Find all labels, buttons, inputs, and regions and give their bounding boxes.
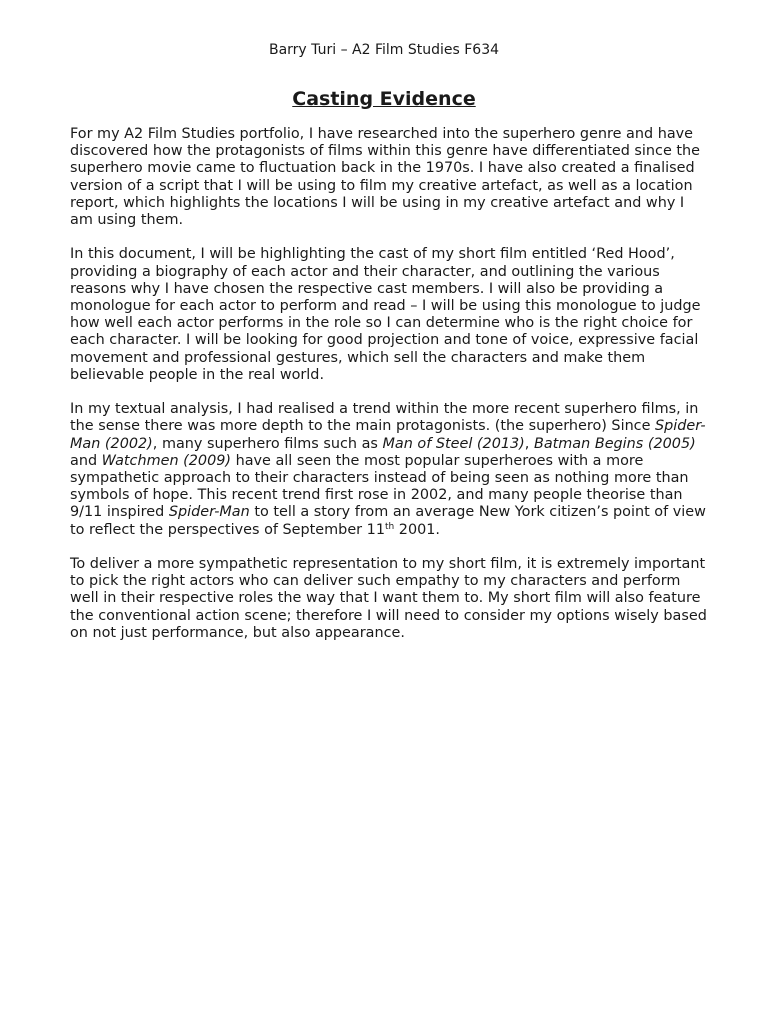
film-title: Spider-Man [168,504,250,521]
paragraph-3-text: , many superhero films such as [152,435,383,452]
paragraph-2: In this document, I will be highlighting the cast of my short film entitled ‘Red Hood’, providing a biography of each actor and their character, and outlining the various reasons why I have chosen the respective cast members. I will also be providing a monologue for each actor to perform and read – I will be using this monologue to judge how well each actor performs in the role so I can determine who is the right choice for each character. I will be looking for good projection and tone of voice, expressive facial movement and professional gestures, which sell the characters and make them believable people in the real world. [70,246,701,383]
paragraph-3-text: 2001. [394,521,440,538]
paragraph-3-text: to tell a story from an average New York citizen’s point of view to reflect the perspectives of September 11 [70,504,706,538]
film-title: Man of Steel (2013) [382,435,525,452]
paragraph-3 [70,401,710,539]
ordinal-suffix: th [384,521,395,532]
paragraph-3-text: and [70,452,102,469]
page-header: Barry Turi – A2 Film Studies F634 [268,42,500,58]
page-title: Casting Evidence [292,88,476,110]
document-body [70,126,710,659]
film-title: Batman Begins (2005) [533,435,696,452]
paragraph-3-text: have all seen the most popular superheroes with a more sympathetic approach to their characters instead of being seen as nothing more than symbols of hope. This recent trend first rose in 2002, and many people theorise than 9/11 inspired [70,452,689,521]
paragraph-3-text: In my textual analysis, I had realised a trend within the more recent superhero films, in the sense there was more depth to the main protagonists. (the superhero) Since [70,401,699,435]
film-title: Watchmen (2009) [101,452,232,469]
paragraph-1: For my A2 Film Studies portfolio, I have researched into the superhero genre and have discovered how the protagonists of films within this genre have differentiated since the superhero movie came to fluctuation back in the 1970s. I have also created a finalised version of a script that I will be using to film my creative artefact, as well as a location report, which highlights the locations I will be using in my creative artefact and why I am using them. [70,126,700,229]
paragraph-4: To deliver a more sympathetic representation to my short film, it is extremely important to pick the right actors who can deliver such empathy to my characters and perform well in their respective roles the way that I want them to. My short film will also feature the conventional action scene; therefore I will need to consider my options wisely based on not just performance, but also appearance. [70,556,707,641]
film-title: Spider-Man (2002) [70,418,706,452]
paragraph-3-text: , [524,435,534,452]
